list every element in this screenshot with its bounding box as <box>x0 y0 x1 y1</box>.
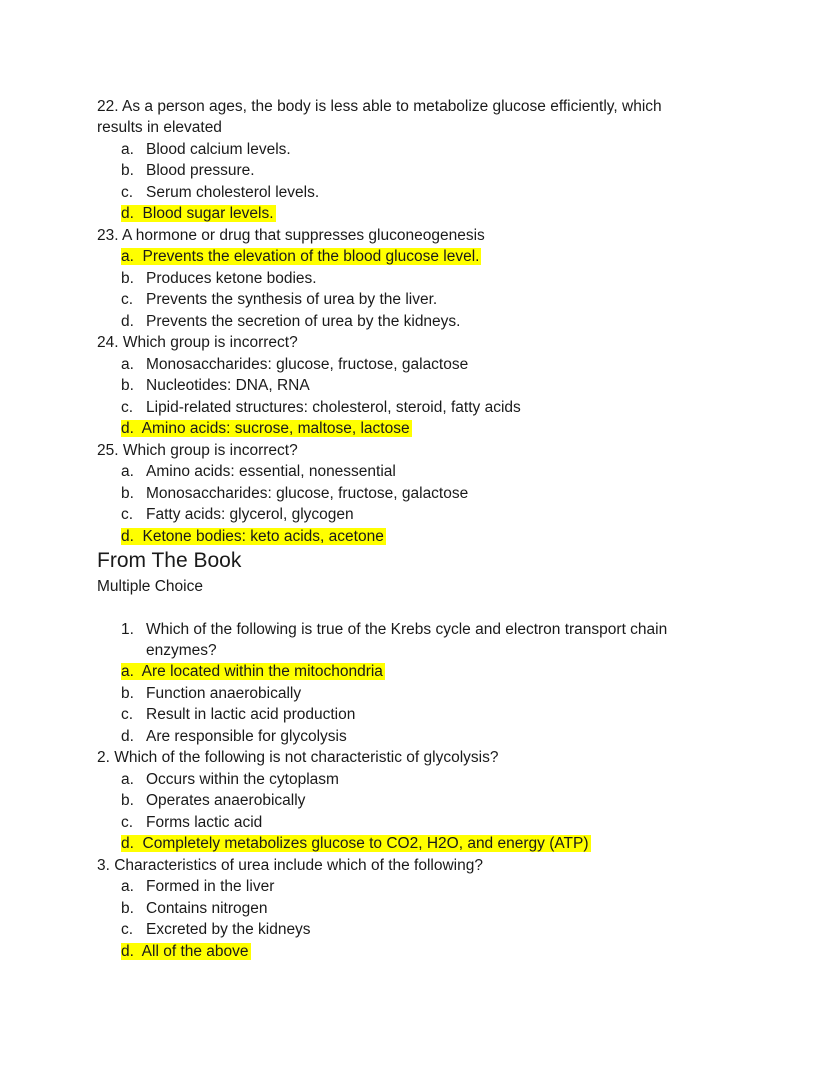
book-q1-option-c <box>121 705 355 725</box>
q23-stem: 23. A hormone or drug that suppresses gluconeogenesis <box>97 227 485 244</box>
q25-option-d-answer <box>121 527 386 547</box>
option-letter: c. <box>121 291 134 308</box>
q22-stem-line1: 22. As a person ages, the body is less able to metabolize glucose efficiently, which <box>97 98 662 115</box>
option-letter: a. <box>121 356 134 373</box>
option-letter: a. <box>121 141 134 158</box>
q25-option-a <box>121 462 396 482</box>
option-text: Amino acids: essential, nonessential <box>146 463 396 480</box>
q23-option-d <box>121 312 460 332</box>
option-letter: d. <box>121 728 134 745</box>
q24-stem: 24. Which group is incorrect? <box>97 334 298 351</box>
option-text: Excreted by the kidneys <box>146 921 311 938</box>
book-q3-option-a <box>121 877 274 897</box>
option-letter: c. <box>121 399 134 416</box>
option-letter: b. <box>121 792 134 809</box>
option-letter: d. <box>121 313 134 330</box>
book-q1-option-b <box>121 684 301 704</box>
option-text: Blood calcium levels. <box>146 141 291 158</box>
book-q3-option-b <box>121 899 268 919</box>
option-text: Nucleotides: DNA, RNA <box>146 377 310 394</box>
q22-option-c <box>121 183 319 203</box>
highlighted-answer: d. All of the above <box>121 943 249 960</box>
highlighted-answer: d. Blood sugar levels. <box>121 205 274 222</box>
option-text: Function anaerobically <box>146 685 302 702</box>
option-text: Fatty acids: glycerol, glycogen <box>146 506 354 523</box>
option-text: Lipid-related structures: cholesterol, steroid, fatty acids <box>146 399 521 416</box>
q22-stem-line2: results in elevated <box>97 119 222 136</box>
book-q1-stem-line2: enzymes? <box>146 642 217 659</box>
q22-option-a <box>121 140 291 160</box>
option-text: Operates anaerobically <box>146 792 306 809</box>
q23-option-b <box>121 269 317 289</box>
q23-option-c <box>121 290 437 310</box>
highlighted-answer: a. Are located within the mitochondria <box>121 663 383 680</box>
option-letter: b. <box>121 685 134 702</box>
section-heading: From The Book <box>97 549 242 572</box>
option-text: Monosaccharides: glucose, fructose, galactose <box>146 485 469 502</box>
q22-option-b <box>121 161 255 181</box>
option-letter: c. <box>121 184 134 201</box>
book-q1-option-d <box>121 727 347 747</box>
book-q3-option-d-answer <box>121 942 251 962</box>
book-q1-option-a-answer <box>121 662 385 682</box>
q23-option-a-answer <box>121 247 481 267</box>
q24-option-a <box>121 355 468 375</box>
option-text: Produces ketone bodies. <box>146 270 317 287</box>
q24-option-b <box>121 376 310 396</box>
option-letter: b. <box>121 485 134 502</box>
question-number: 1. <box>121 621 134 638</box>
option-text: Are responsible for glycolysis <box>146 728 347 745</box>
option-letter: b. <box>121 377 134 394</box>
book-q1-stem-line1 <box>121 620 667 640</box>
option-text: Result in lactic acid production <box>146 706 356 723</box>
option-letter: b. <box>121 270 134 287</box>
option-letter: c. <box>121 706 134 723</box>
q25-option-c <box>121 505 354 525</box>
option-letter: a. <box>121 878 134 895</box>
option-text: Contains nitrogen <box>146 900 268 917</box>
option-letter: c. <box>121 921 134 938</box>
q25-stem: 25. Which group is incorrect? <box>97 442 298 459</box>
section-subheading: Multiple Choice <box>97 578 203 595</box>
option-text: Forms lactic acid <box>146 814 263 831</box>
option-text: Prevents the secretion of urea by the kidneys. <box>146 313 461 330</box>
option-text: Prevents the synthesis of urea by the liver. <box>146 291 438 308</box>
q24-option-d-answer <box>121 419 412 439</box>
option-letter: b. <box>121 162 134 179</box>
option-text: Monosaccharides: glucose, fructose, galactose <box>146 356 469 373</box>
option-text: Formed in the liver <box>146 878 275 895</box>
book-q2-option-b <box>121 791 305 811</box>
option-letter: c. <box>121 814 134 831</box>
question-text: Which of the following is true of the Krebs cycle and electron transport chain <box>146 621 668 638</box>
option-letter: b. <box>121 900 134 917</box>
option-letter: a. <box>121 463 134 480</box>
option-text: Serum cholesterol levels. <box>146 184 320 201</box>
book-q2-option-d-answer <box>121 834 591 854</box>
book-q3-option-c <box>121 920 311 940</box>
book-q2-option-c <box>121 813 262 833</box>
option-letter: a. <box>121 771 134 788</box>
highlighted-answer: a. Prevents the elevation of the blood glucose level. <box>121 248 480 265</box>
option-letter: c. <box>121 506 134 523</box>
q25-option-b <box>121 484 468 504</box>
book-q2-stem: 2. Which of the following is not characteristic of glycolysis? <box>97 749 499 766</box>
book-q3-stem: 3. Characteristics of urea include which of the following? <box>97 857 483 874</box>
option-text: Blood pressure. <box>146 162 255 179</box>
highlighted-answer: d. Ketone bodies: keto acids, acetone <box>121 528 384 545</box>
q22-option-d-answer <box>121 204 276 224</box>
q24-option-c <box>121 398 521 418</box>
book-q2-option-a <box>121 770 339 790</box>
highlighted-answer: d. Completely metabolizes glucose to CO2, H2O, and energy (ATP) <box>121 835 589 852</box>
highlighted-answer: d. Amino acids: sucrose, maltose, lactose <box>121 420 410 437</box>
option-text: Occurs within the cytoplasm <box>146 771 339 788</box>
